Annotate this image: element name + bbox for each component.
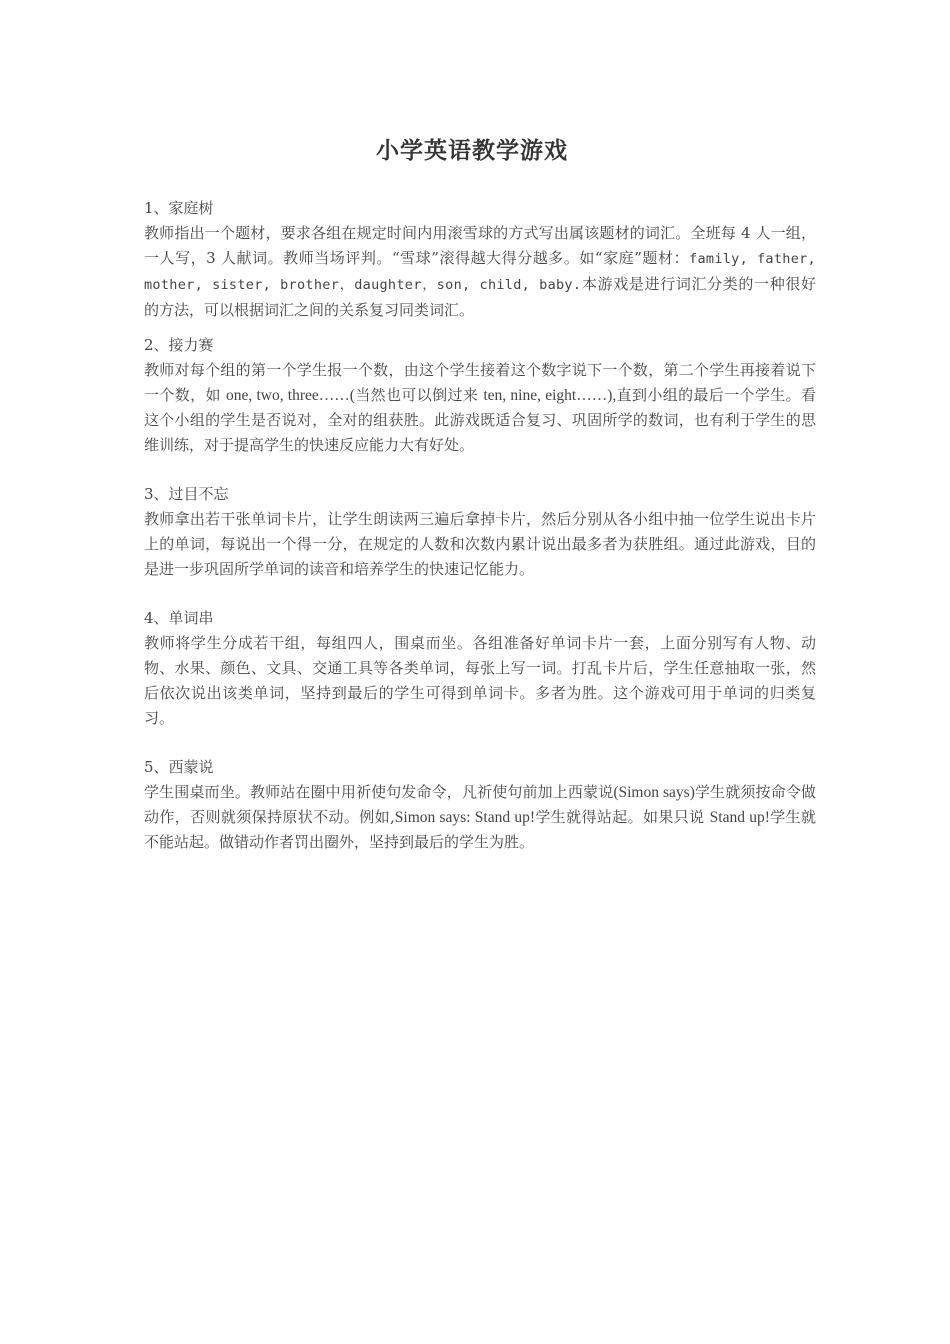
page-title: 小学英语教学游戏 bbox=[376, 137, 568, 164]
section-paragraph: 教师将学生分成若干组，每组四人，围桌而坐。各组准备好单词卡片一套，上面分别写有人物、动物、水果、颜色、文具、交通工具等各类单词，每张上写一词。打乱卡片后，学生任意抽取一张，然后依次说出该类单词，坚持到最后的学生可得到单词卡。多者为胜。这个游戏可用于单词的归类复习。 bbox=[144, 634, 816, 727]
vocabulary-list: family, father, mother, sister, brother，daughter，son, child, baby. bbox=[144, 251, 816, 293]
section-heading: 5、西蒙说 bbox=[144, 758, 214, 776]
paragraph-text: 学生围桌而坐。教师站在圈中用祈使句发命令，凡祈使句前加上西蒙说 bbox=[144, 783, 614, 801]
section-paragraph bbox=[144, 358, 816, 458]
english-example: Simon says: Stand up! bbox=[394, 809, 535, 826]
spacer bbox=[144, 323, 816, 333]
section-relay-race bbox=[144, 333, 816, 458]
section-paragraph bbox=[144, 780, 816, 855]
english-example: Stand up! bbox=[709, 809, 770, 826]
paragraph-text: 学生就得站起。如果只说 bbox=[534, 808, 710, 826]
spacer bbox=[144, 458, 816, 482]
spacer bbox=[144, 731, 816, 755]
english-example: one, two, three……( bbox=[225, 387, 355, 404]
document-body bbox=[144, 196, 816, 855]
section-heading: 2、接力赛 bbox=[144, 336, 214, 354]
paragraph-text: 学生就须按命令做动作，否则就须保持原状不动。例如, bbox=[144, 783, 816, 826]
paragraph-text: 教师对每个组的第一个学生报一个数，由这个学生接着这个数字说下一个数，第二个学生再接着说下一个数，如 bbox=[144, 361, 816, 404]
paragraph-text: 教师指出一个题材，要求各组在规定时间内用滚雪球的方式写出属该题材的词汇。全班每 4 人一组，一人写，3 人献词。教师当场评判。“雪球”滚得越大得分越多。如“家庭”题材： bbox=[144, 224, 816, 267]
english-example: (Simon says) bbox=[613, 784, 695, 801]
paragraph-text: 本游戏是进行词汇分类的一种很好的方法，可以根据词汇之间的关系复习同类词汇。 bbox=[144, 275, 816, 319]
section-simon-says bbox=[144, 755, 816, 855]
section-word-chain bbox=[144, 606, 816, 731]
paragraph-text: 直到小组的最后一个学生。看这个小组的学生是否说对，全对的组获胜。此游戏既适合复习、巩固所学的数词，也有利于学生的思维训练，对于提高学生的快速反应能力大有好处。 bbox=[144, 386, 816, 454]
english-example: ten, nine, eight……), bbox=[483, 387, 617, 404]
section-heading: 3、过目不忘 bbox=[144, 485, 229, 503]
section-paragraph: 教师拿出若干张单词卡片，让学生朗读两三遍后拿掉卡片，然后分别从各小组中抽一位学生说出卡片上的单词，每说出一个得一分，在规定的人数和次数内累计说出最多者为获胜组。通过此游戏，目的是进一步巩固所学单词的读音和培养学生的快速记忆能力。 bbox=[144, 510, 816, 578]
spacer bbox=[144, 582, 816, 606]
section-paragraph bbox=[144, 221, 816, 323]
paragraph-text: 学生就不能站起。做错动作者罚出圈外，坚持到最后的学生为胜。 bbox=[144, 808, 816, 851]
paragraph-text: 当然也可以倒过来 bbox=[354, 386, 484, 404]
section-heading: 1、家庭树 bbox=[144, 199, 214, 217]
section-family-tree bbox=[144, 196, 816, 323]
section-heading: 4、单词串 bbox=[144, 609, 214, 627]
section-memory-game bbox=[144, 482, 816, 582]
